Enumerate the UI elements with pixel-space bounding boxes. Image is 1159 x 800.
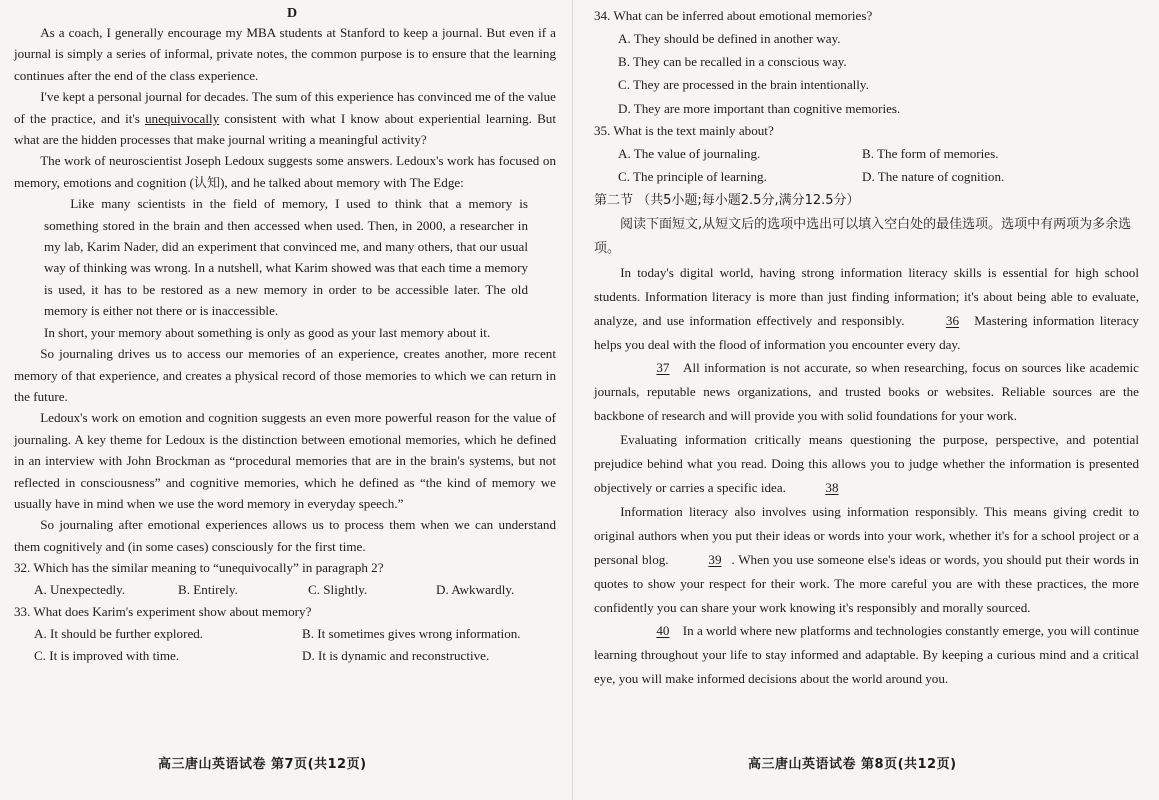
question-33-options-row-2 xyxy=(14,645,556,667)
q35-option-c: C. The principle of learning. xyxy=(618,169,767,185)
blank-39: 39 xyxy=(708,551,722,567)
blank-38: 38 xyxy=(825,479,839,495)
section-2-instructions: 阅读下面短文,从短文后的选项中选出可以填入空白处的最佳选项。选项中有两项为多余选项。 xyxy=(594,216,1132,256)
left-page xyxy=(0,0,570,800)
cloze-p5-after: In a world where new platforms and technologies constantly emerge, you will continue learning throughout your life to stay informed and adaptable. By keeping a curious mind and a critical eye, you will make informed decisions about the world around you. xyxy=(594,623,1139,687)
blank-36: 36 xyxy=(945,312,960,328)
cloze-p3-before: Evaluating information critically means questioning the purpose, perspective, and potential prejudice behind what you read. Doing this allows you to judge whether the information is presented objectively or carries a specific idea. xyxy=(594,432,1139,495)
page-divider xyxy=(572,0,573,800)
cloze-p4-after: . When you use someone else's ideas or words, you should put their words in quotes to show your respect for their work. The more careful you are with these practices, the more confidently you can share your work knowing it's responsibly and morally sourced. xyxy=(594,551,1139,615)
underlined-keyword: unequivocally xyxy=(144,110,220,126)
block-quote xyxy=(44,193,528,343)
passage-paragraph-6: So journaling after emotional experiences allows us to process them when we can understand them cognitively and (in some cases) consciously for the first time. xyxy=(14,517,556,554)
q34-option-a: A. They should be defined in another way. xyxy=(618,31,841,46)
q34-option-b: B. They can be recalled in a conscious way. xyxy=(618,54,847,70)
cloze-paragraph-5 xyxy=(594,619,1139,691)
passage-paragraph-1: As a coach, I generally encourage my MBA students at Stanford to keep a journal. But even if a journal is simply a series of informal, private notes, the common purpose is to ensure that the learning continues after the end of the class experience. xyxy=(14,25,556,83)
cloze-paragraph-2 xyxy=(594,356,1139,428)
section-2-heading: 第二节 （共5小题;每小题2.5分,满分12.5分） xyxy=(594,192,860,208)
section-label: D xyxy=(286,6,298,21)
cloze-p1-after: Mastering information literacy helps you deal with the flood of information you encounter every day. xyxy=(594,312,1139,352)
q33-option-d: D. It is dynamic and reconstructive. xyxy=(302,648,490,664)
q32-option-b: B. Entirely. xyxy=(178,582,238,598)
q35-option-d: D. The nature of cognition. xyxy=(862,169,1005,185)
q32-option-a: A. Unexpectedly. xyxy=(34,582,126,598)
question-32-options xyxy=(14,579,556,601)
quote-paragraph-2: In short, your memory about something is only as good as your last memory about it. xyxy=(44,324,491,340)
cloze-p4-before: Information literacy also involves using information responsibly. This means giving credit to original authors when you put their ideas or words into your work, whether it's for a school project or a personal blog. xyxy=(594,503,1139,567)
quote-paragraph-1: Like many scientists in the field of memory, I used to think that a memory is something stored in the brain and then accessed when used. Then, in 2000, a researcher in my lab, Karim Nader, did an experiment that convinced me, and many others, that our usual way of thinking was wrong. In a nutshell, what Karim showed was that each time a memory is used, it has to be restored as a new memory in order to be accessible later. The old memory is either not there or is inaccessible. xyxy=(44,196,528,319)
cloze-p2-after: All information is not accurate, so when researching, focus on sources like academic journals, reputable news organizations, and trusted books or websites. Reliable sources are the backbone of research and will provide you with solid foundations for your work. xyxy=(594,360,1139,424)
question-35-options-row-2 xyxy=(594,165,1139,189)
cloze-p1-before: In today's digital world, having strong information literacy skills is essential for high school students. Information literacy is more than just finding information; it's about being able to evaluate, analyze, and use information effectively and responsibly. xyxy=(594,264,1139,328)
cloze-paragraph-3 xyxy=(594,428,1139,500)
passage-paragraph-2 xyxy=(14,86,556,150)
q34-option-d: D. They are more important than cognitive memories. xyxy=(618,100,901,116)
question-33: 33. What does Karim's experiment show about memory? xyxy=(14,604,312,620)
q33-option-a: A. It should be further explored. xyxy=(34,626,204,642)
q34-option-c: C. They are processed in the brain intentionally. xyxy=(618,77,869,93)
p2-text-before: I've kept a personal journal for decades. The sum of this experience has convinced me of the value of the practice, and it's xyxy=(14,89,556,126)
passage-paragraph-3: The work of neuroscientist Joseph Ledoux suggests some answers. Ledoux's work has focused on memory, emotions and cognition (认知), and he talked about memory with The Edge: xyxy=(14,153,556,190)
passage-paragraph-4: So journaling drives us to access our memories of an experience, creates another, more recent memory of that experience, and creates a physical record of those memories to which we can return in the future. xyxy=(14,346,556,404)
p2-text-after: consistent with what I know about experiential learning. But what are the hidden processes that make journal writing a meaningful activity? xyxy=(14,110,556,148)
q33-option-b: B. It sometimes gives wrong information. xyxy=(302,626,521,642)
question-33-options-row-1 xyxy=(14,623,556,645)
blank-37: 37 xyxy=(656,360,670,376)
q32-option-c: C. Slightly. xyxy=(308,582,368,598)
q32-option-d: D. Awkwardly. xyxy=(436,582,515,598)
q35-option-a: A. The value of journaling. xyxy=(618,145,761,161)
question-34: 34. What can be inferred about emotional memories? xyxy=(594,8,873,23)
question-35: 35. What is the text mainly about? xyxy=(594,122,774,138)
passage-paragraph-5: Ledoux's work on emotion and cognition suggests an even more powerful reason for the value of journaling. A key theme for Ledoux is the distinction between emotional memories, which he defined in an interview with John Brockman as “procedural memories that are in the brain's systems, but not reflected in consciousness” and cognitive memories, which he defined as “the kind of memory we usually have in mind when we use the word memory in everyday speech.” xyxy=(14,410,556,511)
blank-40: 40 xyxy=(656,623,670,639)
page-footer-7: 高三唐山英语试卷 第7页(共12页) xyxy=(158,757,367,772)
page-footer-8: 高三唐山英语试卷 第8页(共12页) xyxy=(748,757,957,772)
q33-option-c: C. It is improved with time. xyxy=(34,648,180,664)
cloze-paragraph-4 xyxy=(594,500,1139,620)
right-page xyxy=(578,0,1159,800)
question-32: 32. Which has the similar meaning to “unequivocally” in paragraph 2? xyxy=(14,560,384,576)
q35-option-b: B. The form of memories. xyxy=(862,145,999,161)
question-35-options-row-1 xyxy=(594,142,1139,166)
cloze-paragraph-1 xyxy=(594,261,1139,357)
